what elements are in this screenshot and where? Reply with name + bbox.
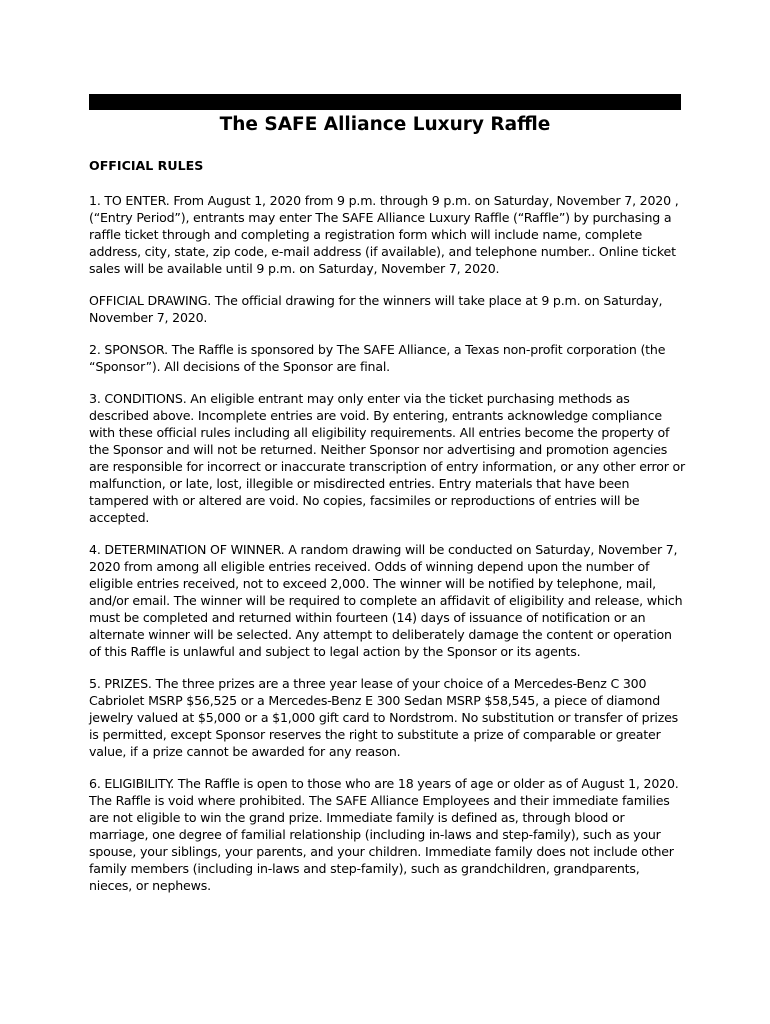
header-bar bbox=[89, 94, 681, 110]
paragraph-sponsor: 2. SPONSOR. The Raffle is sponsored by The SAFE Alliance, a Texas non-profit corporation (the “Sponsor”). All decisions of the Sponsor are final. bbox=[89, 342, 666, 374]
document-body bbox=[89, 192, 685, 909]
paragraph-prizes: 5. PRIZES. The three prizes are a three year lease of your choice of a Mercedes-Benz C 300 Cabriolet MSRP $56,525 or a Mercedes-Benz E 300 Sedan MSRP $58,545, a piece of diamond jewelry valued at $5,000 or a $1,000 gift card to Nordstrom. No substitution or transfer of prizes is permitted, except Sponsor reserves the right to substitute a prize of comparable or greater value, if a prize cannot be awarded for any reason. bbox=[89, 676, 679, 759]
document-title: The SAFE Alliance Luxury Raffle bbox=[219, 114, 551, 135]
paragraph-eligibility: 6. ELIGIBILITY. The Raffle is open to those who are 18 years of age or older as of August 1, 2020. The Raffle is void where prohibited. The SAFE Alliance Employees and their immediate families are not eligible to win the grand prize. Immediate family is defined as, through blood or marriage, one degree of familial relationship (including in-laws and step-family), such as your spouse, your siblings, your parents, and your children. Immediate family does not include other family members (including in-laws and step-family), such as grandchildren, grandparents, nieces, or nephews. bbox=[89, 776, 679, 893]
paragraph-official-drawing: OFFICIAL DRAWING. The official drawing for the winners will take place at 9 p.m. on Saturday, November 7, 2020. bbox=[89, 293, 663, 325]
paragraph-determination-of-winner: 4. DETERMINATION OF WINNER. A random drawing will be conducted on Saturday, November 7, 2020 from among all eligible entries received. Odds of winning depend upon the number of eligible entries received, not to exceed 2,000. The winner will be notified by telephone, mail, and/or email. The winner will be required to complete an affidavit of eligibility and release, which must be completed and returned within fourteen (14) days of issuance of notification or an alternate winner will be selected. Any attempt to deliberately damage the content or operation of this Raffle is unlawful and subject to legal action by the Sponsor or its agents. bbox=[89, 542, 683, 659]
paragraph-to-enter: 1. TO ENTER. From August 1, 2020 from 9 p.m. through 9 p.m. on Saturday, November 7, 2020 , (“Entry Period”), entrants may enter The SAFE Alliance Luxury Raffle (“Raffle”) by purchasing a raffle ticket through and completing a registration form which will include name, complete address, city, state, zip code, e-mail address (if available), and telephone number.. Online ticket sales will be available until 9 p.m. on Saturday, November 7, 2020. bbox=[89, 193, 679, 276]
section-heading: OFFICIAL RULES bbox=[89, 158, 204, 173]
paragraph-conditions: 3. CONDITIONS. An eligible entrant may only enter via the ticket purchasing methods as described above. Incomplete entries are void. By entering, entrants acknowledge compliance with these official rules including all eligibility requirements. All entries become the property of the Sponsor and will not be returned. Neither Sponsor nor advertising and promotion agencies are responsible for incorrect or inaccurate transcription of entry information, or any other error or malfunction, or late, lost, illegible or misdirected entries. Entry materials that have been tampered with or altered are void. No copies, facsimiles or reproductions of entries will be accepted. bbox=[89, 391, 685, 525]
